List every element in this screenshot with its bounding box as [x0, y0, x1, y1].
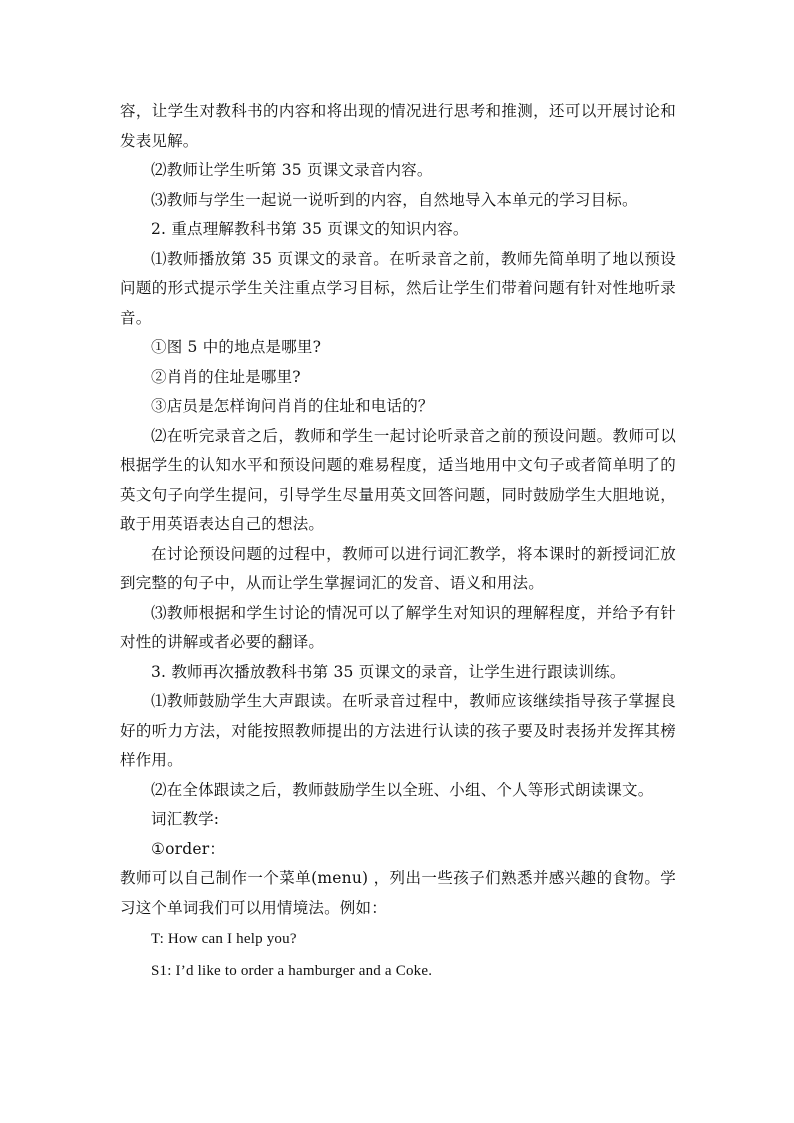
heading-step-2: 2. 重点理解教科书第 35 页课文的知识内容。 — [151, 220, 469, 238]
paragraph-step-2-2: ⑵在听完录音之后，教师和学生一起讨论听录音之前的预设问题。教师可以根据学生的认知水平和预设问题的难易程度，适当地用中文句子或者简单明了的英文句子向学生提问，引导学生尽量用英文回答问题，同时鼓励学生大胆地说，敢于用英语表达自己的想法。 — [120, 426, 676, 533]
vocabulary-item-order: ①order： — [151, 839, 226, 858]
heading-vocabulary-teaching: 词汇教学: — [151, 810, 220, 828]
paragraph-step-2-3: ⑶教师根据和学生讨论的情况可以了解学生对知识的理解程度，并给予有针对性的讲解或者必要的翻译。 — [120, 603, 676, 651]
paragraph-step-3-2: ⑵在全体跟读之后，教师鼓励学生以全班、小组、个人等形式朗读课文。 — [151, 780, 654, 799]
question-3: ③店员是怎样询问肖肖的住址和电话的？ — [151, 397, 434, 415]
document-body — [120, 97, 676, 987]
paragraph-menu-activity: 教师可以自己制作一个菜单(menu) ，列出一些孩子们熟悉并感兴趣的食物。学习这个单词我们可以用情境法。例如： — [120, 869, 676, 917]
question-2: ②肖肖的住址是哪里? — [151, 367, 301, 386]
question-1: ①图 5 中的地点是哪里? — [151, 338, 322, 356]
dialogue-line-teacher: T: How can I help you? — [151, 931, 297, 947]
paragraph-step-1-3: ⑶教师与学生一起说一说听到的内容，自然地导入本单元的学习目标。 — [151, 190, 638, 209]
paragraph-step-2-1: ⑴教师播放第 35 页课文的录音。在听录音之前，教师先简单明了地以预设问题的形式提示学生关注重点学习目标，然后让学生们带着问题有针对性地听录音。 — [120, 249, 676, 327]
paragraph-continuation: 容，让学生对教科书的内容和将出现的情况进行思考和推测，还可以开展讨论和发表见解。 — [120, 102, 676, 150]
paragraph-step-1-2: ⑵教师让学生听第 35 页课文录音内容。 — [151, 161, 433, 179]
heading-step-3: 3. 教师再次播放教科书第 35 页课文的录音，让学生进行跟读训练。 — [151, 662, 626, 681]
paragraph-vocabulary-discussion: 在讨论预设问题的过程中，教师可以进行词汇教学，将本课时的新授词汇放到完整的句子中，从而让学生掌握词汇的发音、语义和用法。 — [120, 544, 676, 592]
paragraph-step-3-1: ⑴教师鼓励学生大声跟读。在听录音过程中，教师应该继续指导孩子掌握良好的听力方法，对能按照教师提出的方法进行认读的孩子要及时表扬并发挥其榜样作用。 — [120, 692, 676, 769]
dialogue-line-student-1: S1: I’d like to order a hamburger and a Coke. — [151, 963, 433, 979]
